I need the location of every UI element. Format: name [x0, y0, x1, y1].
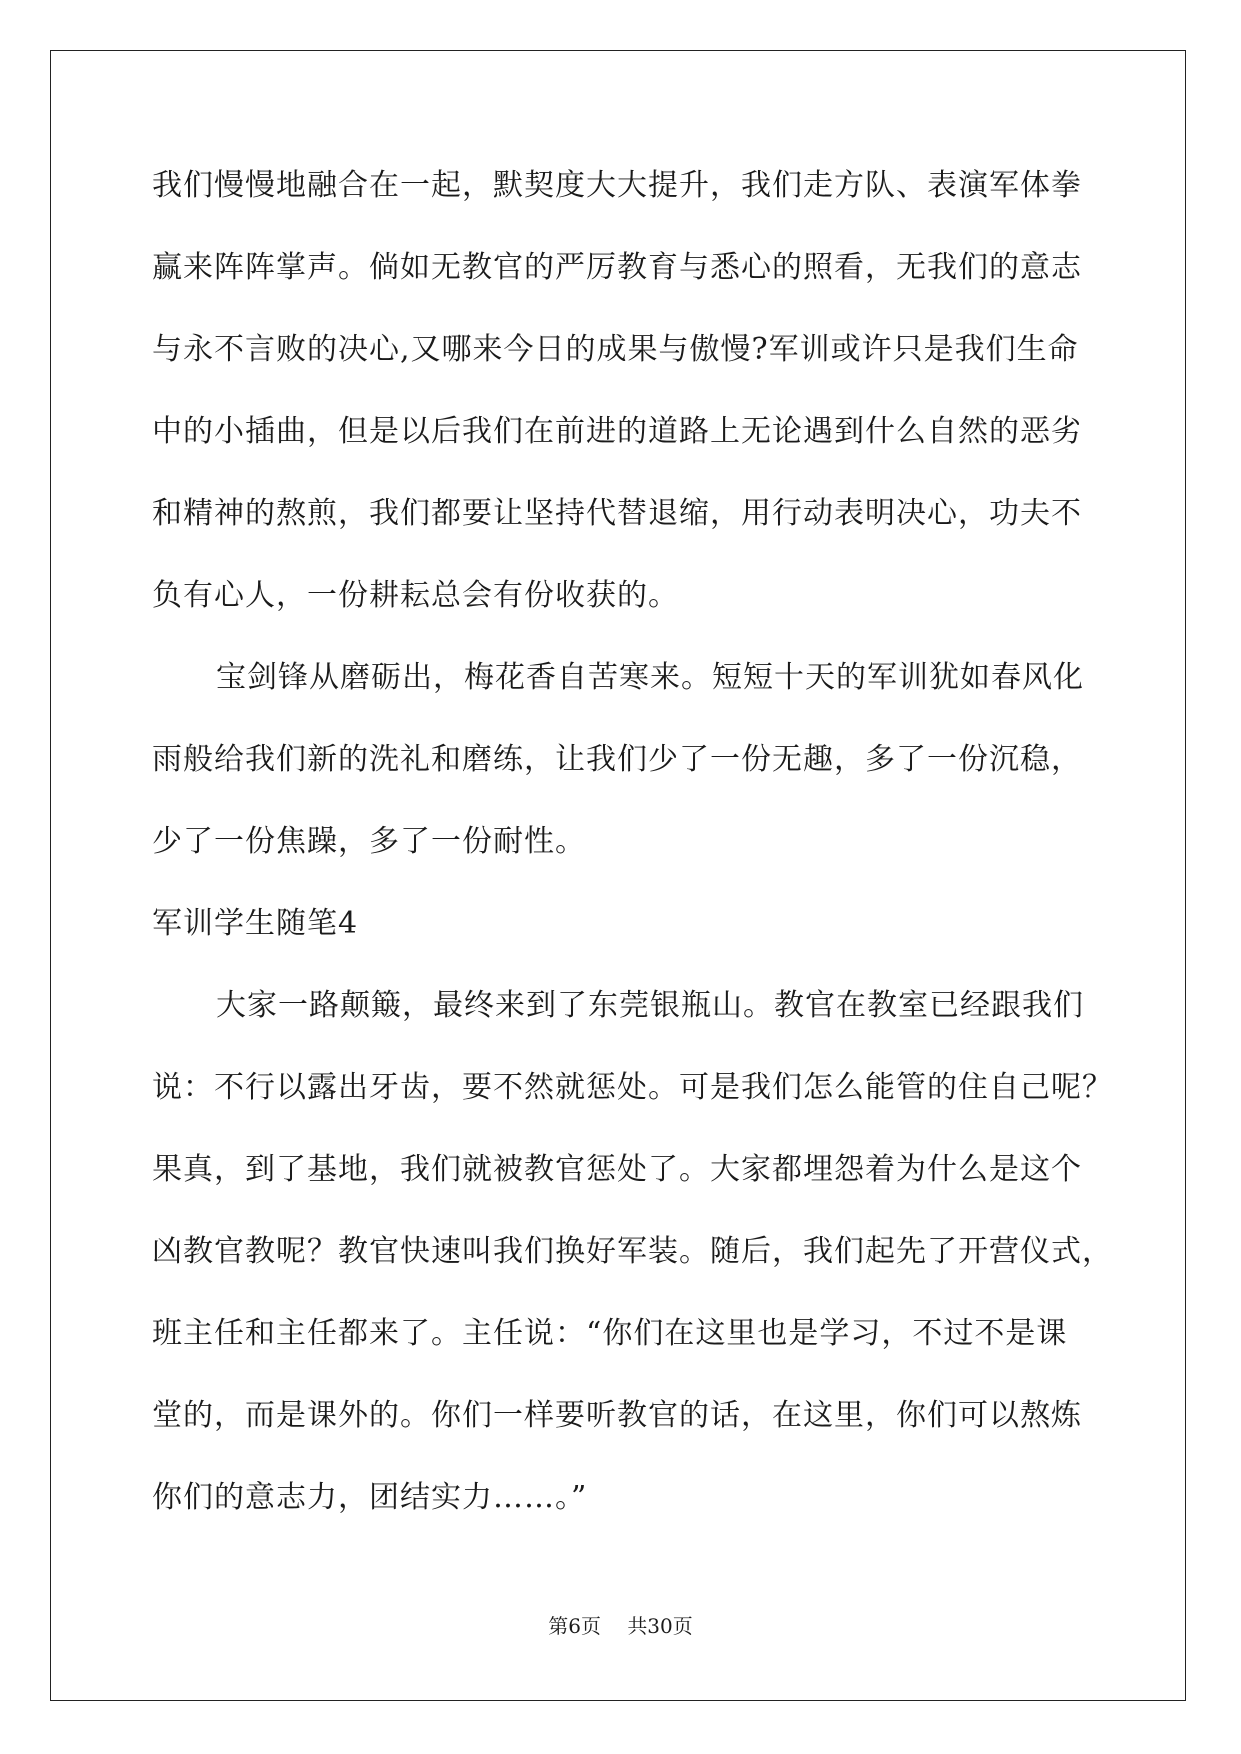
- paragraph-line: 大家一路颠簸，最终来到了东莞银瓶山。教官在教室已经跟我们: [216, 988, 1084, 1023]
- paragraph-line: 凶教官教呢？教官快速叫我们换好军装。随后，我们起先了开营仪式，: [152, 1234, 1113, 1269]
- paragraph-line: 我们慢慢地融合在一起，默契度大大提升，我们走方队、表演军体拳: [152, 168, 1082, 203]
- page-number: 第6页: [548, 1614, 601, 1638]
- paragraph-line: 宝剑锋从磨砺出，梅花香自苦寒来。短短十天的军训犹如春风化: [216, 660, 1084, 695]
- paragraph-line: 班主任和主任都来了。主任说：“你们在这里也是学习，不过不是课: [152, 1316, 1068, 1351]
- page-total: 共30页: [627, 1614, 693, 1638]
- section-heading: 军训学生随笔4: [152, 906, 359, 941]
- page-footer: [0, 1610, 1241, 1639]
- paragraph-line: 堂的，而是课外的。你们一样要听教官的话，在这里，你们可以熬炼: [152, 1398, 1082, 1433]
- paragraph-line: 与永不言败的决心,又哪来今日的成果与傲慢?军训或许只是我们生命: [152, 332, 1079, 367]
- paragraph-line: 中的小插曲，但是以后我们在前进的道路上无论遇到什么自然的恶劣: [152, 414, 1082, 449]
- paragraph-line: 你们的意志力，团结实力……。”: [152, 1480, 588, 1515]
- paragraph-line: 赢来阵阵掌声。倘如无教官的严厉教育与悉心的照看，无我们的意志: [152, 250, 1082, 285]
- paragraph-line: 说：不行以露出牙齿，要不然就惩处。可是我们怎么能管的住自己呢？: [152, 1070, 1113, 1105]
- document-body: [152, 166, 1113, 1560]
- paragraph-line: 雨般给我们新的洗礼和磨练，让我们少了一份无趣，多了一份沉稳，: [152, 742, 1082, 777]
- paragraph-line: 少了一份焦躁，多了一份耐性。: [152, 824, 586, 859]
- paragraph-line: 和精神的熬煎，我们都要让坚持代替退缩，用行动表明决心，功夫不: [152, 496, 1082, 531]
- paragraph-line: 负有心人，一份耕耘总会有份收获的。: [152, 578, 679, 613]
- paragraph-line: 果真，到了基地，我们就被教官惩处了。大家都埋怨着为什么是这个: [152, 1152, 1082, 1187]
